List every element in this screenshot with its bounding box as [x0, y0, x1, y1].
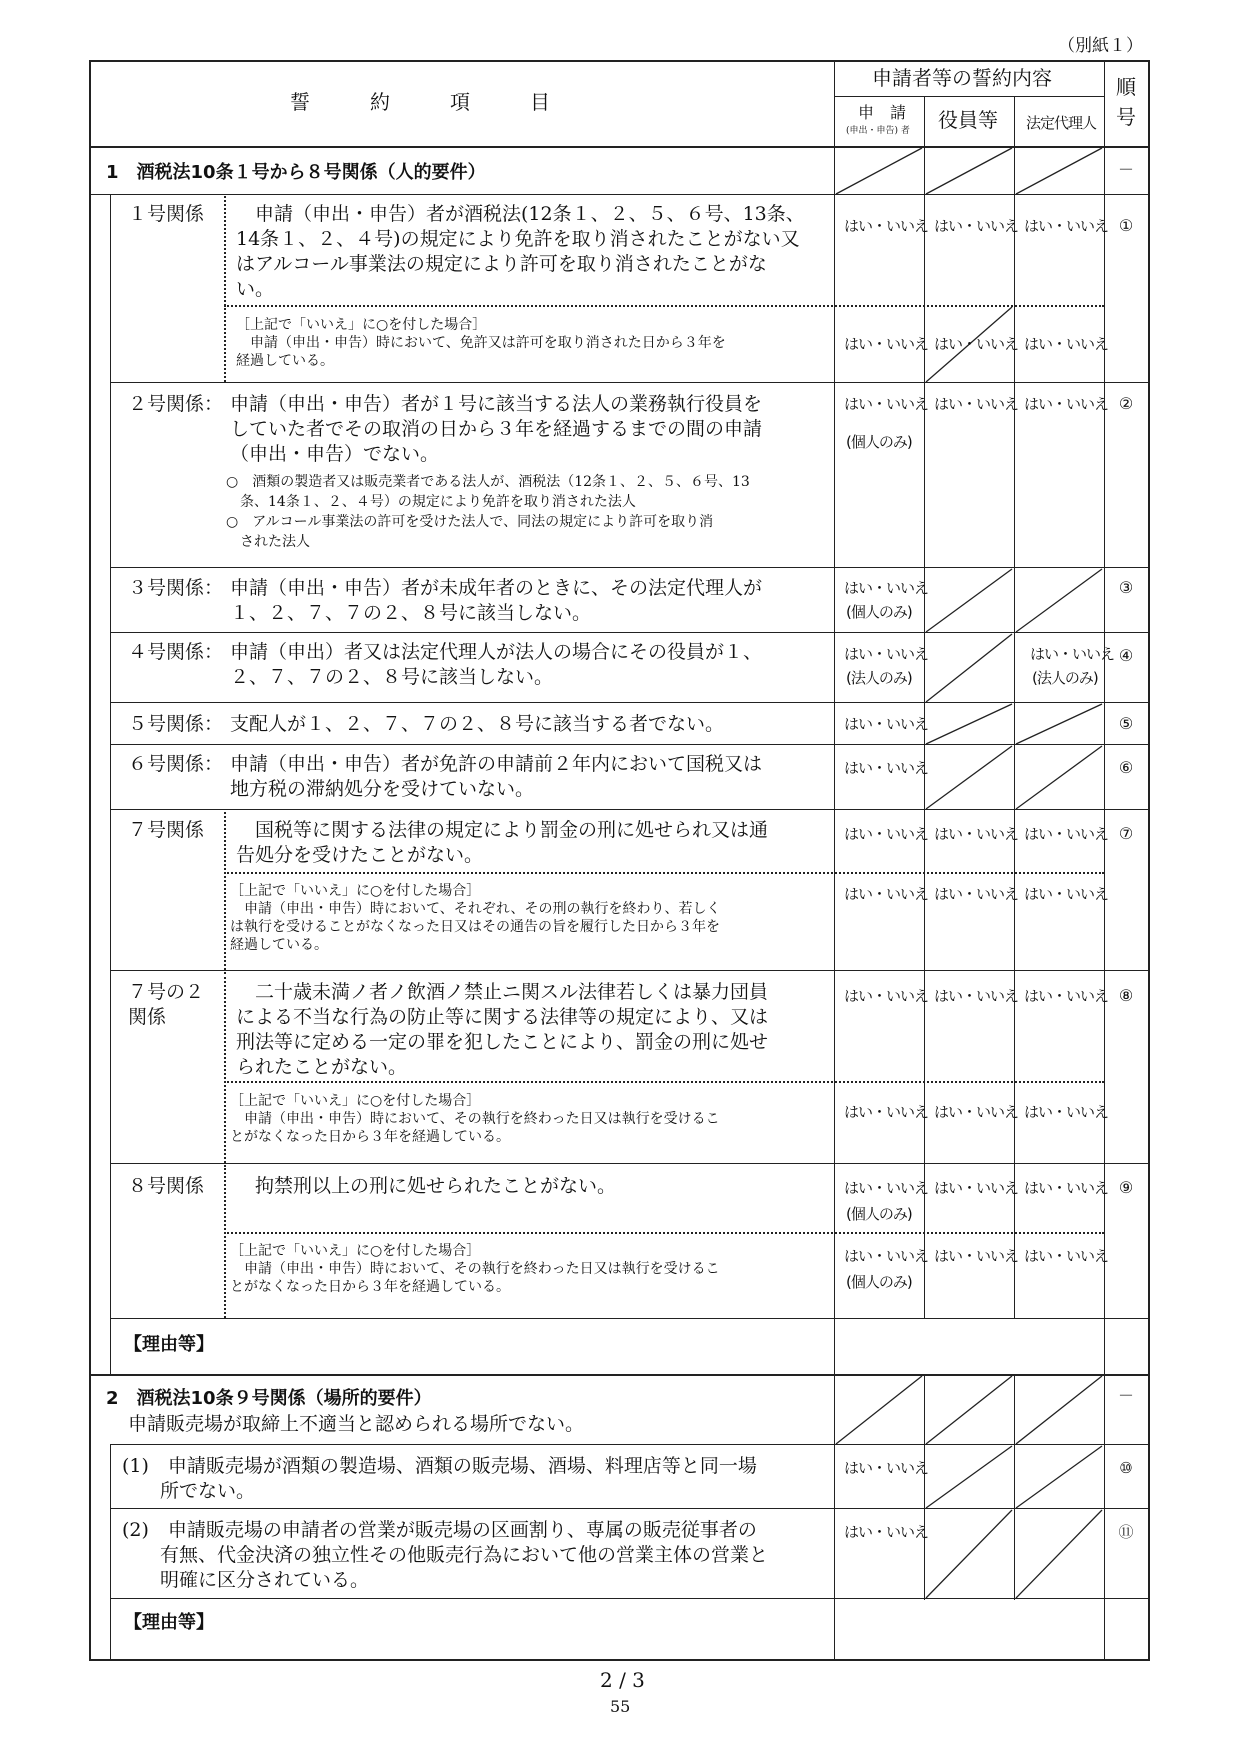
attachment-label: （別紙１） — [1058, 36, 1143, 56]
row7-sub-officers-answer[interactable]: はい・いいえ — [934, 885, 1019, 903]
row8-sub-applicant-qualifier: (個人のみ) — [846, 1273, 912, 1291]
row7-officers-answer[interactable]: はい・いいえ — [934, 825, 1019, 843]
row3-applicant-answer[interactable]: はい・いいえ — [844, 579, 929, 597]
column-header-applicant: 申 請 — [858, 103, 907, 122]
page-indicator: 2 / 3 — [600, 1668, 645, 1692]
row4-label: ４号関係： — [128, 641, 224, 663]
row8-sub-officers-answer[interactable]: はい・いいえ — [934, 1247, 1019, 1265]
row8-legalrep-answer[interactable]: はい・いいえ — [1024, 1179, 1109, 1197]
row72-sub-officers-answer[interactable]: はい・いいえ — [934, 1103, 1019, 1121]
row7-subtext: ［上記で「いいえ」に○を付した場合］ 申請（申出・申告）時において、それぞれ、その刑の執行を終わり、若しく は執行を受けることがなくなった日又はその通告の旨を履行した日から３年を 経過している。 — [230, 883, 721, 953]
row6-label: ６号関係： — [128, 753, 224, 775]
row4-text: 申請（申出）者又は法定代理人が法人の場合にその役員が１、 ２、７、７の２、８号に該当しない。 — [230, 641, 763, 688]
row6-applicant-answer[interactable]: はい・いいえ — [844, 759, 929, 777]
row1-label: １号関係 — [128, 203, 205, 225]
page-number: 55 — [610, 1697, 631, 1716]
section2-title: 2 酒税法10条９号関係（場所的要件） — [106, 1388, 432, 1409]
row8-number: ⑨ — [1118, 1178, 1134, 1197]
row1-number: ① — [1118, 216, 1134, 235]
row2-number: ② — [1118, 394, 1134, 413]
row2-applicant-qualifier: (個人のみ) — [846, 433, 912, 451]
row72-number: ⑧ — [1118, 986, 1134, 1005]
column-header-officers: 役員等 — [938, 108, 998, 132]
row5-label: ５号関係： — [128, 713, 224, 735]
row72-subtext: ［上記で「いいえ」に○を付した場合］ 申請（申出・申告）時において、その執行を終わった日又は執行を受けるこ とがなくなった日から３年を経過している。 — [230, 1093, 720, 1145]
row8-label: ８号関係 — [128, 1175, 205, 1197]
column-header-pledge: 申請者等の誓約内容 — [872, 66, 1052, 90]
row2-note: ○ 酒類の製造者又は販売業者である法人が、酒税法（12条１、２、５、６号、13 条、14条１、２、４号）の規定により免許を取り消された法人 ○ アルコール事業法の許可を受けた法人で、同法の規定により許可を取り消 された法人 — [226, 474, 750, 550]
row72-legalrep-answer[interactable]: はい・いいえ — [1024, 987, 1109, 1005]
row7-sub-legalrep-answer[interactable]: はい・いいえ — [1024, 885, 1109, 903]
row1-sub-officers-answer[interactable]: はい・いいえ — [934, 335, 1019, 353]
section1-dash: － — [1117, 160, 1134, 179]
row8-text: 拘禁刑以上の刑に処せられたことがない。 — [236, 1175, 617, 1197]
row3-number: ③ — [1118, 578, 1134, 597]
row7-applicant-answer[interactable]: はい・いいえ — [844, 825, 929, 843]
row1-sub-legalrep-answer[interactable]: はい・いいえ — [1024, 335, 1109, 353]
row1-subtext: ［上記で「いいえ」に○を付した場合］ 申請（申出・申告）時において、免許又は許可を取り消された日から３年を 経過している。 — [236, 317, 726, 369]
row6-text: 申請（申出・申告）者が免許の申請前２年内において国税又は 地方税の滞納処分を受けていない。 — [230, 753, 763, 800]
row8-subtext: ［上記で「いいえ」に○を付した場合］ 申請（申出・申告）時において、その執行を終わった日又は執行を受けるこ とがなくなった日から３年を経過している。 — [230, 1243, 720, 1295]
row4-legalrep-qualifier: (法人のみ) — [1032, 669, 1098, 687]
row8-sub-applicant-answer[interactable]: はい・いいえ — [844, 1247, 929, 1265]
row2-text: 申請（申出・申告）者が１号に該当する法人の業務執行役員を していた者でその取消の日から３年を経過するまでの間の申請 （申出・申告）でない。 — [230, 393, 763, 465]
row5-number: ⑤ — [1118, 714, 1134, 733]
row72-text: 二十歳未満ノ者ノ飲酒ノ禁止ニ関スル法律若しくは暴力団員 による不当な行為の防止等に関する法律等の規定により、又は 刑法等に定める一定の罪を犯したことにより、罰金の刑に処せ られたことがない。 — [236, 981, 769, 1078]
column-header-order: 順 号 — [1116, 75, 1136, 129]
row4-applicant-answer[interactable]: はい・いいえ — [844, 645, 929, 663]
item1-number: ⑩ — [1119, 1459, 1133, 1477]
item2-applicant-answer[interactable]: はい・いいえ — [844, 1523, 929, 1541]
item2-number: ⑪ — [1118, 1523, 1134, 1541]
column-header-legal-rep: 法定代理人 — [1026, 114, 1097, 132]
row5-text: 支配人が１、２、７、７の２、８号に該当する者でない。 — [230, 713, 725, 735]
row2-legalrep-answer[interactable]: はい・いいえ — [1024, 395, 1109, 413]
row72-sub-legalrep-answer[interactable]: はい・いいえ — [1024, 1103, 1109, 1121]
row2-label: ２号関係： — [128, 393, 224, 415]
row1-sub-applicant-answer[interactable]: はい・いいえ — [844, 335, 929, 353]
row7-number: ⑦ — [1118, 824, 1134, 843]
column-header-items: 誓 約 項 目 — [290, 90, 550, 114]
row5-applicant-answer[interactable]: はい・いいえ — [844, 715, 929, 733]
row8-applicant-answer[interactable]: はい・いいえ — [844, 1179, 929, 1197]
row4-applicant-qualifier: (法人のみ) — [846, 669, 912, 687]
row4-legalrep-answer[interactable]: はい・いいえ — [1030, 645, 1115, 663]
row8-applicant-qualifier: (個人のみ) — [846, 1205, 912, 1223]
row72-officers-answer[interactable]: はい・いいえ — [934, 987, 1019, 1005]
item1-applicant-answer[interactable]: はい・いいえ — [844, 1459, 929, 1477]
section2-reason-label: 【理由等】 — [124, 1612, 214, 1633]
row1-applicant-answer[interactable]: はい・いいえ — [844, 217, 929, 235]
row6-number: ⑥ — [1118, 758, 1134, 777]
row4-number: ④ — [1118, 646, 1134, 665]
section2-dash: － — [1117, 1386, 1134, 1405]
row1-text: 申請（申出・申告）者が酒税法(12条１、２、５、６号、13条、 14条１、２、４号)の規定により免許を取り消されたことがない又 はアルコール事業法の規定により許可を取り消されたことがな い。 — [236, 203, 805, 300]
section2-subtitle: 申請販売場が取締上不適当と認められる場所でない。 — [128, 1413, 585, 1435]
section2-item1-text: (1) 申請販売場が酒類の製造場、酒類の販売場、酒場、料理店等と同一場 所でない。 — [122, 1455, 757, 1502]
row7-legalrep-answer[interactable]: はい・いいえ — [1024, 825, 1109, 843]
row72-label: ７号の２ 関係 — [128, 981, 205, 1028]
row7-label: ７号関係 — [128, 819, 205, 841]
row72-applicant-answer[interactable]: はい・いいえ — [844, 987, 929, 1005]
row8-sub-legalrep-answer[interactable]: はい・いいえ — [1024, 1247, 1109, 1265]
section1-title: 1 酒税法10条１号から８号関係（人的要件） — [106, 162, 486, 183]
row72-sub-applicant-answer[interactable]: はい・いいえ — [844, 1103, 929, 1121]
section2-item2-text: (2) 申請販売場の申請者の営業が販売場の区画割り、専属の販売従事者の 有無、代金決済の独立性その他販売行為において他の営業主体の営業と 明確に区分されている。 — [122, 1519, 769, 1591]
row7-sub-applicant-answer[interactable]: はい・いいえ — [844, 885, 929, 903]
row2-applicant-answer[interactable]: はい・いいえ — [844, 395, 929, 413]
row3-applicant-qualifier: (個人のみ) — [846, 603, 912, 621]
row1-legalrep-answer[interactable]: はい・いいえ — [1024, 217, 1109, 235]
section1-reason-label: 【理由等】 — [124, 1334, 214, 1355]
row7-text: 国税等に関する法律の規定により罰金の刑に処せられ又は通 告処分を受けたことがない。 — [236, 819, 769, 866]
row2-officers-answer[interactable]: はい・いいえ — [934, 395, 1019, 413]
column-header-applicant-sub: (申出・申告) 者 — [846, 126, 910, 136]
row3-text: 申請（申出・申告）者が未成年者のときに、その法定代理人が １、２、７、７の２、８号に該当しない。 — [230, 577, 763, 624]
row3-label: ３号関係： — [128, 577, 224, 599]
row8-officers-answer[interactable]: はい・いいえ — [934, 1179, 1019, 1197]
row1-officers-answer[interactable]: はい・いいえ — [934, 217, 1019, 235]
